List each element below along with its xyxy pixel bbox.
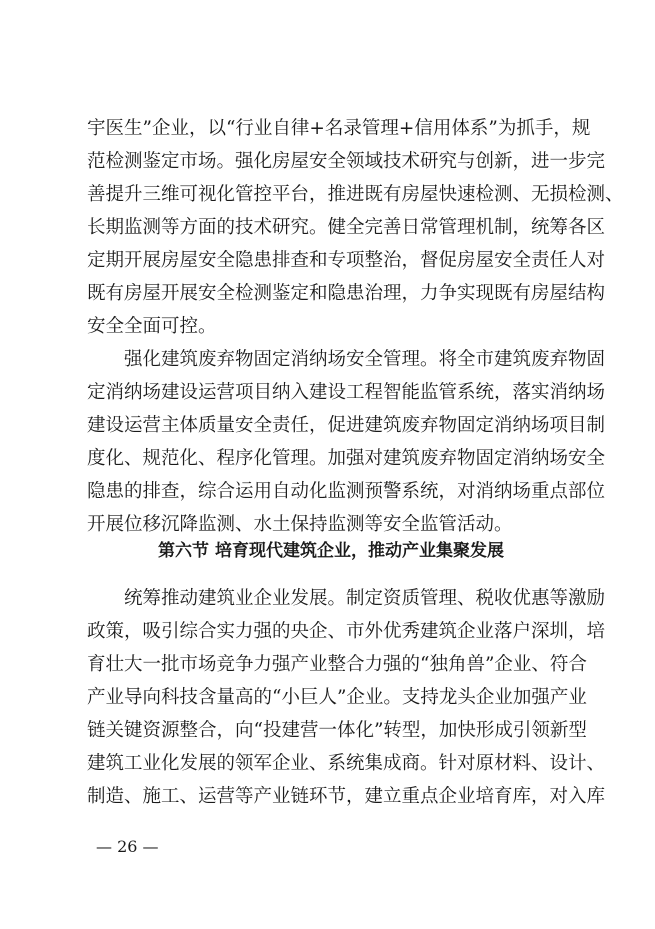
- text-line: 建设运营主体质量安全责任，促进建筑废弃物固定消纳场项目制: [87, 415, 606, 436]
- text-line: 安全全面可控。: [87, 316, 217, 337]
- text-line: 度化、规范化、程序化管理。加强对建筑废弃物固定消纳场安全: [87, 448, 606, 469]
- text-line: 范检测鉴定市场。强化房屋安全领域技术研究与创新，进一步完: [87, 151, 606, 172]
- text-line: 隐患的排查，综合运用自动化监测预警系统，对消纳场重点部位: [87, 481, 606, 502]
- text-line: 开展位移沉降监测、水土保持监测等安全监管活动。: [87, 514, 513, 535]
- text-line: 建筑工业化发展的领军企业、系统集成商。针对原材料、设计、: [87, 753, 606, 774]
- text-line: 链关键资源整合，向“投建营一体化”转型，加快形成引领新型: [87, 720, 587, 741]
- text-line: 育壮大一批市场竞争力强产业整合力强的“独角兽”企业、符合: [87, 654, 587, 675]
- text-line: 强化建筑废弃物固定消纳场安全管理。将全市建筑废弃物固: [124, 349, 606, 370]
- text-line: 善提升三维可视化管控平台，推进既有房屋快速检测、无损检测、: [87, 184, 624, 205]
- text-line: 既有房屋开展安全检测鉴定和隐患治理，力争实现既有房屋结构: [87, 283, 606, 304]
- text-line: 宇医生”企业，以“行业自律+名录管理+信用体系”为抓手，规: [87, 118, 591, 139]
- text-line: 产业导向科技含量高的“小巨人”企业。支持龙头企业加强产业: [87, 687, 587, 708]
- page-number: — 26 —: [96, 837, 159, 856]
- text-line: 制造、施工、运营等产业链环节，建立重点企业培育库，对入库: [87, 786, 606, 807]
- text-line: 统筹推动建筑业企业发展。制定资质管理、税收优惠等激励: [124, 588, 606, 609]
- text-line: 政策，吸引综合实力强的央企、市外优秀建筑企业落户深圳，培: [87, 621, 606, 642]
- section-heading: 第六节 培育现代建筑企业，推动产业集聚发展: [158, 541, 504, 561]
- text-line: 定期开展房屋安全隐患排查和专项整治，督促房屋安全责任人对: [87, 250, 606, 271]
- text-line: 长期监测等方面的技术研究。健全完善日常管理机制，统筹各区: [87, 217, 606, 238]
- text-line: 定消纳场建设运营项目纳入建设工程智能监管系统，落实消纳场: [87, 382, 606, 403]
